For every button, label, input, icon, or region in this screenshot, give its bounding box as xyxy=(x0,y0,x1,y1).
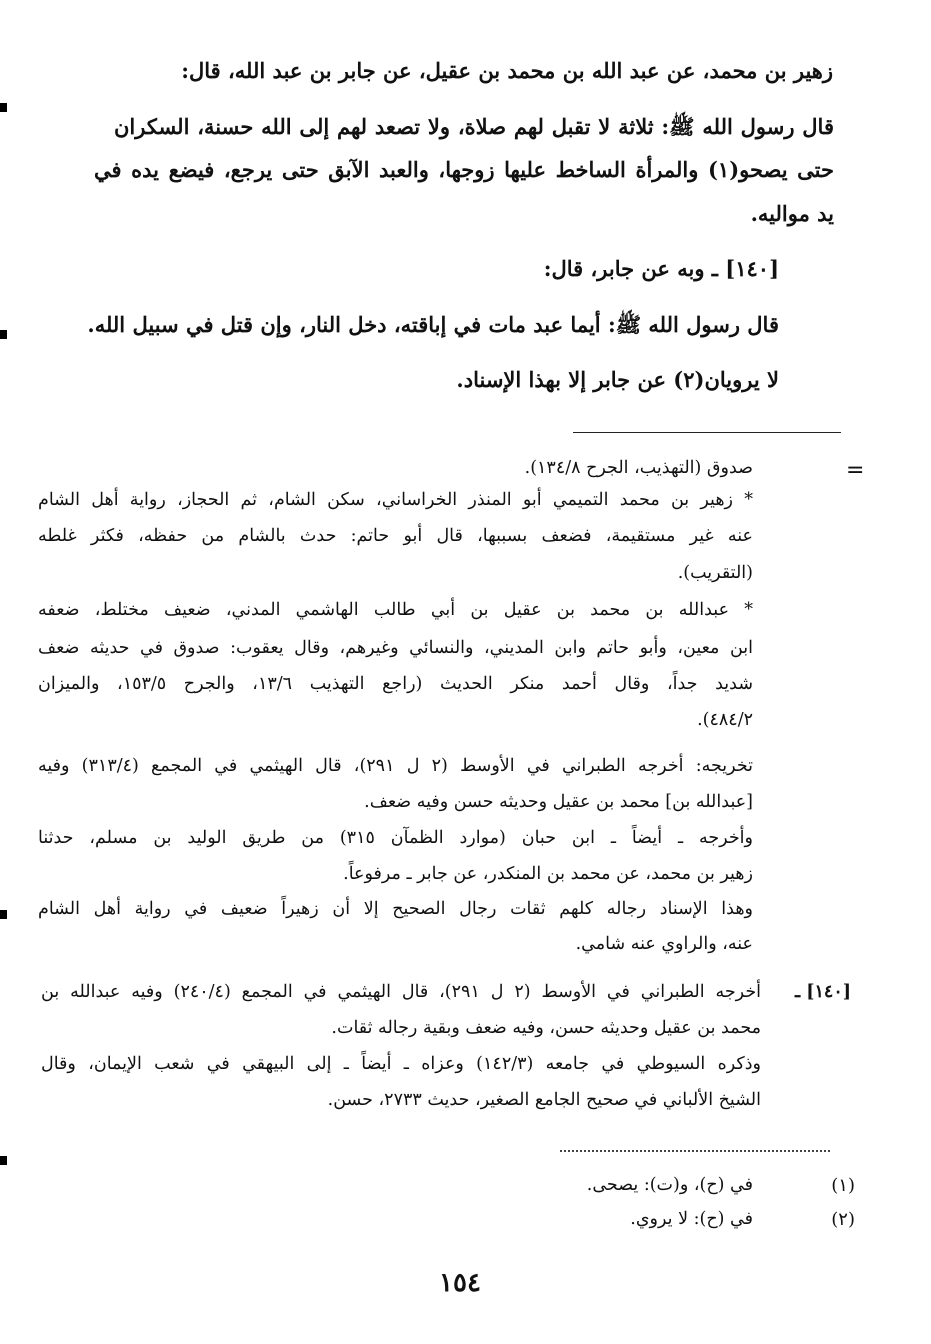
hadith-139-line-3: يد مواليه. xyxy=(750,201,834,226)
margin-mark xyxy=(0,1156,7,1165)
hadith-140-note: لا يرويان(٢) عن جابر إلا بهذا الإسناد. xyxy=(456,367,779,392)
note-abdullah-line-3: شديد جداً، وقال أحمد منكر الحديث (راجع التهذيب ١٣/٦، والجرح ١٥٣/٥، والميزان xyxy=(38,674,754,694)
hadith-139-line-2: حتى يصحو(١) والمرأة الساخط عليها زوجها، والعبد الآبق حتى يرجع، فيضع يده في xyxy=(94,157,834,182)
footnote-number: (١) xyxy=(831,1175,855,1196)
note-abdullah-line-1: * عبدالله بن محمد بن عقيل بن أبي طالب الهاشمي المدني، ضعيف مختلط، ضعفه xyxy=(38,600,753,620)
takhrij-139-line-2: [عبدالله بن] محمد بن عقيل وحديثه حسن وفيه ضعف. xyxy=(364,792,753,812)
takhrij-140-line-3: وذكره السيوطي في جامعه (١٤٢/٣) وعزاه ـ أيضاً ـ إلى البيهقي في شعب الإيمان، وقال xyxy=(41,1054,762,1074)
isnad-line: زهير بن محمد، عن عبد الله بن محمد بن عقيل، عن جابر بن عبد الله، قال: xyxy=(181,58,833,83)
page-number: ١٥٤ xyxy=(439,1268,481,1298)
hadith-140-heading: [١٤٠] ـ وبه عن جابر، قال: xyxy=(543,256,779,281)
takhrij-139-line-5: وهذا الإسناد رجاله كلهم ثقات رجال الصحيح إلا أن زهيراً ضعيف في رواية أهل الشام xyxy=(38,899,753,919)
margin-mark xyxy=(0,330,7,339)
takhrij-140-line-4: الشيخ الألباني في صحيح الجامع الصغير، حديث ٢٧٣٣، حسن. xyxy=(327,1090,761,1110)
takhrij-139-line-4: زهير بن محمد، عن محمد بن المنكدر، عن جابر ـ مرفوعاً. xyxy=(343,864,753,884)
note-zuhair-line-1: * زهير بن محمد التميمي أبو المنذر الخراساني، سكن الشام، ثم الحجاز، رواية أهل الشام xyxy=(38,490,753,510)
takhrij-140-line-2: محمد بن عقيل وحديثه حسن، وفيه ضعف وبقية رجاله ثقات. xyxy=(331,1018,761,1038)
note-abdullah-line-2: ابن معين، وأبو حاتم وابن المديني، والنسائي وغيرهم، وقال يعقوب: صدوق في حديثه ضعف xyxy=(38,638,753,658)
note-sadooq: صدوق (التهذيب، الجرح ١٣٤/٨). xyxy=(524,458,753,478)
takhrij-140-line-1: أخرجه الطبراني في الأوسط (٢ ل ٢٩١)، قال الهيثمي في المجمع (٢٤٠/٤) وفيه عبدالله بن xyxy=(41,982,761,1002)
margin-mark xyxy=(0,910,7,919)
takhrij-140-label: [١٤٠] ـ xyxy=(795,982,851,1002)
takhrij-139-line-3: وأخرجه ـ أيضاً ـ ابن حبان (موارد الظمآن ٣١٥) من طريق الوليد بن مسلم، حدثنا xyxy=(38,828,753,848)
footnote-text: في (ح): لا يروي. xyxy=(630,1209,753,1229)
notes-divider xyxy=(573,432,841,433)
hadith-139-line-1: قال رسول الله ﷺ: ثلاثة لا تقبل لهم صلاة، ولا تصعد لهم إلى الله حسنة، السكران xyxy=(114,114,834,139)
footnote-text: في (ح)، و(ت): يصحى. xyxy=(586,1175,753,1195)
note-abdullah-line-4: ٤٨٤/٢). xyxy=(697,710,753,730)
takhrij-139-line-6: عنه، والراوي عنه شامي. xyxy=(575,934,753,954)
footnote-divider xyxy=(560,1150,830,1152)
takhrij-139-line-1: تخريجه: أخرجه الطبراني في الأوسط (٢ ل ٢٩١)، قال الهيثمي في المجمع (٣١٣/٤) وفيه xyxy=(38,756,753,776)
hadith-140-text: قال رسول الله ﷺ: أيما عبد مات في إباقته، دخل النار، وإن قتل في سبيل الله. xyxy=(87,312,779,337)
margin-mark xyxy=(0,103,7,112)
continuation-mark: = xyxy=(846,458,865,483)
footnote-number: (٢) xyxy=(831,1209,855,1230)
note-zuhair-line-3: (التقريب). xyxy=(677,563,753,583)
note-zuhair-line-2: عنه غير مستقيمة، فضعف بسببها، قال أبو حاتم: حدث بالشام من حفظه، فكثر غلطه xyxy=(38,526,753,546)
